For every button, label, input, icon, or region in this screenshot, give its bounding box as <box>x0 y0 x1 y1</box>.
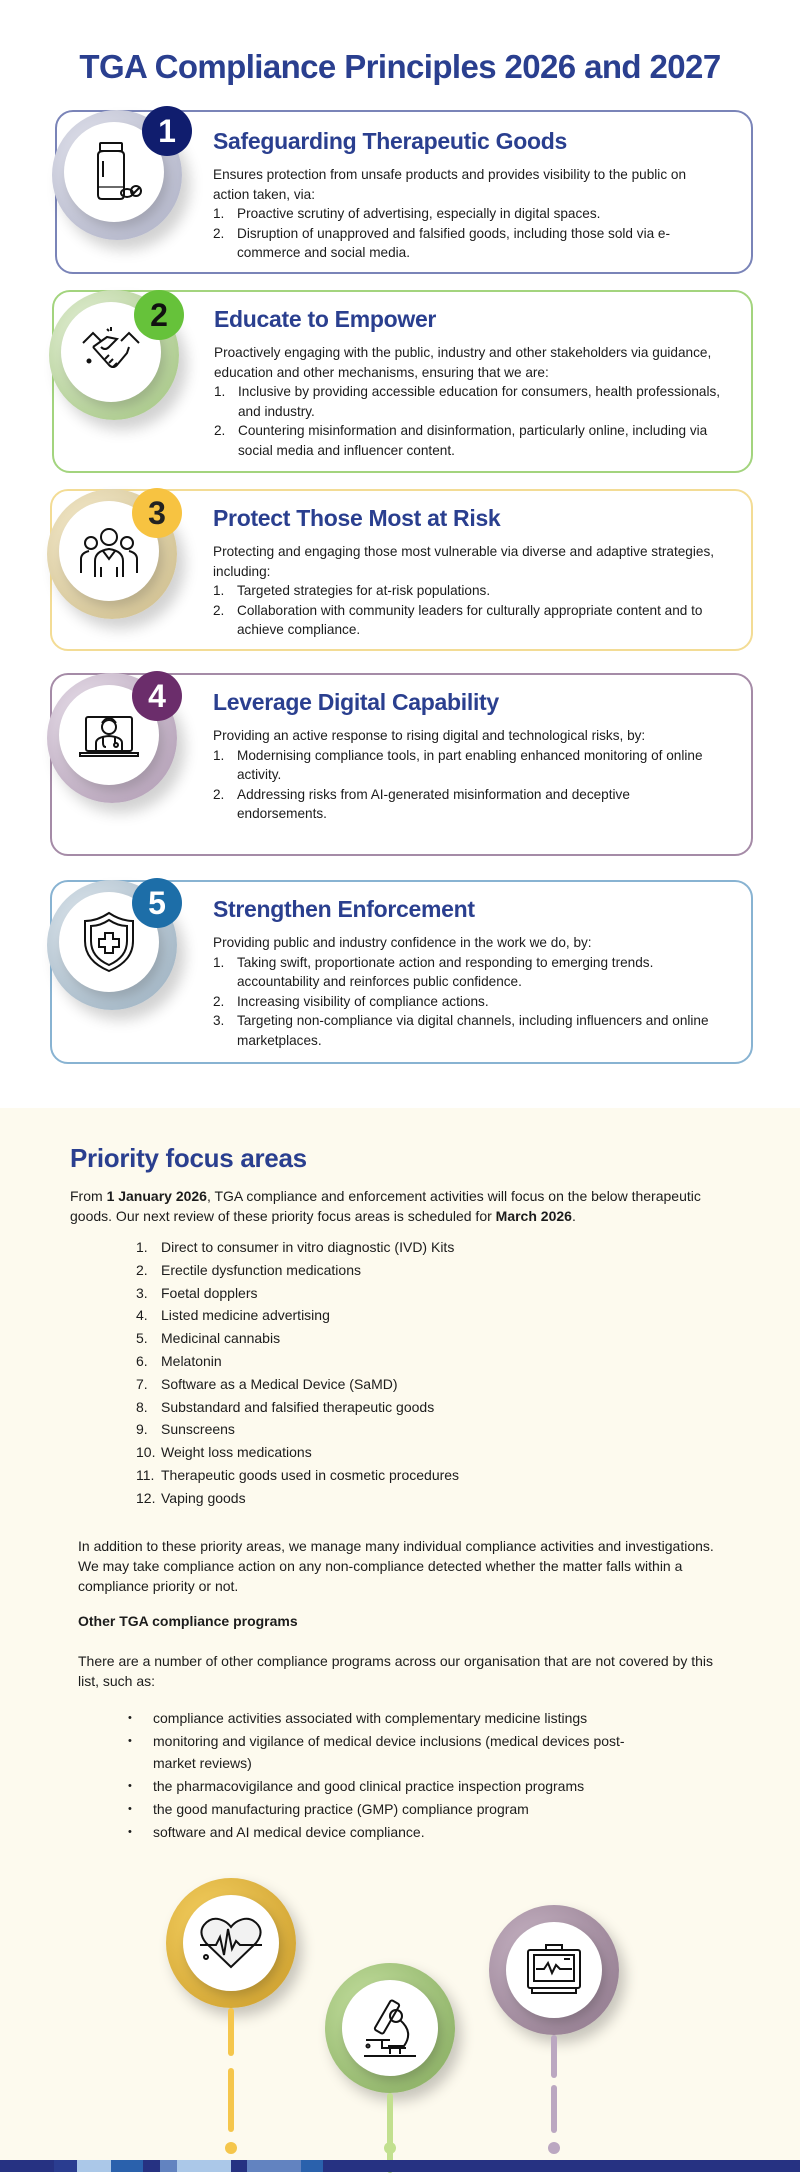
footer-segment <box>111 2160 143 2172</box>
footer-segment <box>247 2160 301 2172</box>
pin-stem <box>551 2085 557 2133</box>
review-date: March 2026 <box>495 1208 572 1224</box>
list-item: 2. Addressing risks from AI-generated misinformation and deceptive endorsements. <box>213 786 630 821</box>
priority-areas-list <box>136 1236 459 1510</box>
list-item: 9. Sunscreens <box>136 1421 235 1438</box>
list-item: 1. Proactive scrutiny of advertising, especially in digital spaces. <box>213 206 601 221</box>
principle-card-4 <box>50 673 753 856</box>
footer-segment <box>143 2160 160 2172</box>
list-item: 3. Foetal dopplers <box>136 1284 258 1301</box>
heart-pulse-icon <box>183 1895 279 1991</box>
list-item: 1. Modernising compliance tools, in part enabling enhanced monitoring of online activity. <box>213 747 703 782</box>
pin-dot <box>384 2142 396 2154</box>
principle-list <box>213 581 721 640</box>
principle-list <box>213 953 721 1051</box>
pin-ring <box>325 1963 455 2093</box>
list-item: 12. Vaping goods <box>136 1489 246 1506</box>
list-item: 1. Direct to consumer in vitro diagnostic (IVD) Kits <box>136 1239 455 1255</box>
principle-title: Strengthen Enforcement <box>213 896 475 922</box>
list-item: 2. Increasing visibility of compliance actions. <box>213 993 489 1009</box>
principle-title: Leverage Digital Capability <box>213 689 499 715</box>
principle-list <box>214 382 721 460</box>
additional-info-paragraph: In addition to these priority areas, we manage many individual compliance activities and investigations. We may take compliance action on any non-compliance detected whether the matter falls within a compliance priority or not. <box>78 1538 714 1594</box>
list-item: 2. Erectile dysfunction medications <box>136 1261 361 1278</box>
principle-intro: Ensures protection from unsafe products and provides visibility to the public on action taken, via: <box>213 167 687 202</box>
principle-number-badge: 3 <box>132 488 182 538</box>
section-title: Priority focus areas <box>70 1143 307 1173</box>
list-item: • compliance activities associated with complementary medicine listings <box>128 1707 648 1730</box>
page-title: TGA Compliance Principles 2026 and 2027 <box>79 48 721 85</box>
principle-intro: Providing public and industry confidence in the work we do, by: <box>213 935 592 950</box>
list-item: 2. Collaboration with community leaders for culturally appropriate content and to achieve compliance. <box>213 602 703 637</box>
principle-card-1 <box>55 110 753 274</box>
microscope-icon <box>342 1980 438 2076</box>
principle-number-badge: 4 <box>132 671 182 721</box>
footer-segment <box>54 2160 77 2172</box>
footer-segment <box>177 2160 231 2172</box>
list-item: • the pharmacovigilance and good clinical practice inspection programs <box>128 1775 648 1798</box>
principle-card-3 <box>50 489 753 651</box>
pin-stem <box>228 2068 234 2132</box>
footer-segment <box>323 2160 800 2172</box>
other-programs-intro: There are a number of other compliance programs across our organisation that are not covered by this list, such as: <box>78 1653 713 1689</box>
principle-title: Educate to Empower <box>214 306 437 332</box>
list-item: • the good manufacturing practice (GMP) compliance program <box>128 1798 648 1821</box>
pin-dot <box>548 2142 560 2154</box>
list-item: 4. Listed medicine advertising <box>136 1307 330 1324</box>
footer-segment <box>160 2160 177 2172</box>
principle-number-badge: 5 <box>132 878 182 928</box>
list-item: • monitoring and vigilance of medical device inclusions (medical devices post-market reviews) <box>128 1730 648 1775</box>
list-item: 2. Countering misinformation and disinformation, particularly online, including via social media and influencer content. <box>214 423 708 458</box>
list-item: 7. Software as a Medical Device (SaMD) <box>136 1375 398 1392</box>
principle-intro: Providing an active response to rising digital and technological risks, by: <box>213 728 646 743</box>
focus-intro: From 1 January 2026, TGA compliance and enforcement activities will focus on the below therapeutic goods. Our next review of these priority focus areas is scheduled for March 2026. <box>70 1188 701 1224</box>
principle-title: Safeguarding Therapeutic Goods <box>213 128 567 154</box>
principle-card-5 <box>50 880 753 1064</box>
list-item: 6. Melatonin <box>136 1352 222 1369</box>
footer-segment <box>231 2160 247 2172</box>
principle-title: Protect Those Most at Risk <box>213 505 501 531</box>
list-item: 1. Taking swift, proportionate action and responding to emerging trends. accountability and reinforces public confidence. <box>213 954 654 989</box>
list-item: 1. Inclusive by providing accessible education for consumers, health professionals, and industry. <box>214 384 721 419</box>
principle-intro: Proactively engaging with the public, industry and other stakeholders via guidance, education and other mechanisms, ensuring that we are: <box>214 345 712 380</box>
list-item: 5. Medicinal cannabis <box>136 1330 281 1347</box>
footer-segment <box>0 2160 54 2172</box>
list-item: 11. Therapeutic goods used in cosmetic procedures <box>136 1466 460 1483</box>
list-item: • software and AI medical device compliance. <box>128 1821 648 1844</box>
start-date: 1 January 2026 <box>106 1188 207 1204</box>
pin-stem <box>551 2035 557 2078</box>
other-programs-list <box>128 1707 648 1843</box>
footer-segment <box>301 2160 323 2172</box>
principle-number-badge: 1 <box>142 106 192 156</box>
patient-monitor-icon <box>506 1922 602 2018</box>
list-item: 2. Disruption of unapproved and falsified goods, including those sold via e-commerce and social media. <box>213 225 671 260</box>
pin-ring <box>166 1878 296 2008</box>
principle-number-badge: 2 <box>134 290 184 340</box>
principle-list <box>213 204 721 263</box>
pin-dot <box>225 2142 237 2154</box>
list-item: 8. Substandard and falsified therapeutic goods <box>136 1398 435 1415</box>
priority-focus-section <box>0 1108 800 2172</box>
footer-color-bar <box>0 2160 800 2172</box>
list-item: 1. Targeted strategies for at-risk populations. <box>213 583 491 598</box>
list-item: 3. Targeting non-compliance via digital channels, including influencers and online marketplaces. <box>213 1013 709 1048</box>
other-programs-heading: Other TGA compliance programs <box>78 1613 298 1629</box>
pin-stem <box>228 2008 234 2056</box>
principle-card-2 <box>52 290 753 473</box>
footer-segment <box>77 2160 111 2172</box>
principle-list <box>213 746 721 824</box>
list-item: 10. Weight loss medications <box>136 1444 312 1461</box>
pin-ring <box>489 1905 619 2035</box>
principle-intro: Protecting and engaging those most vulnerable via diverse and adaptive strategies, including: <box>213 544 715 579</box>
